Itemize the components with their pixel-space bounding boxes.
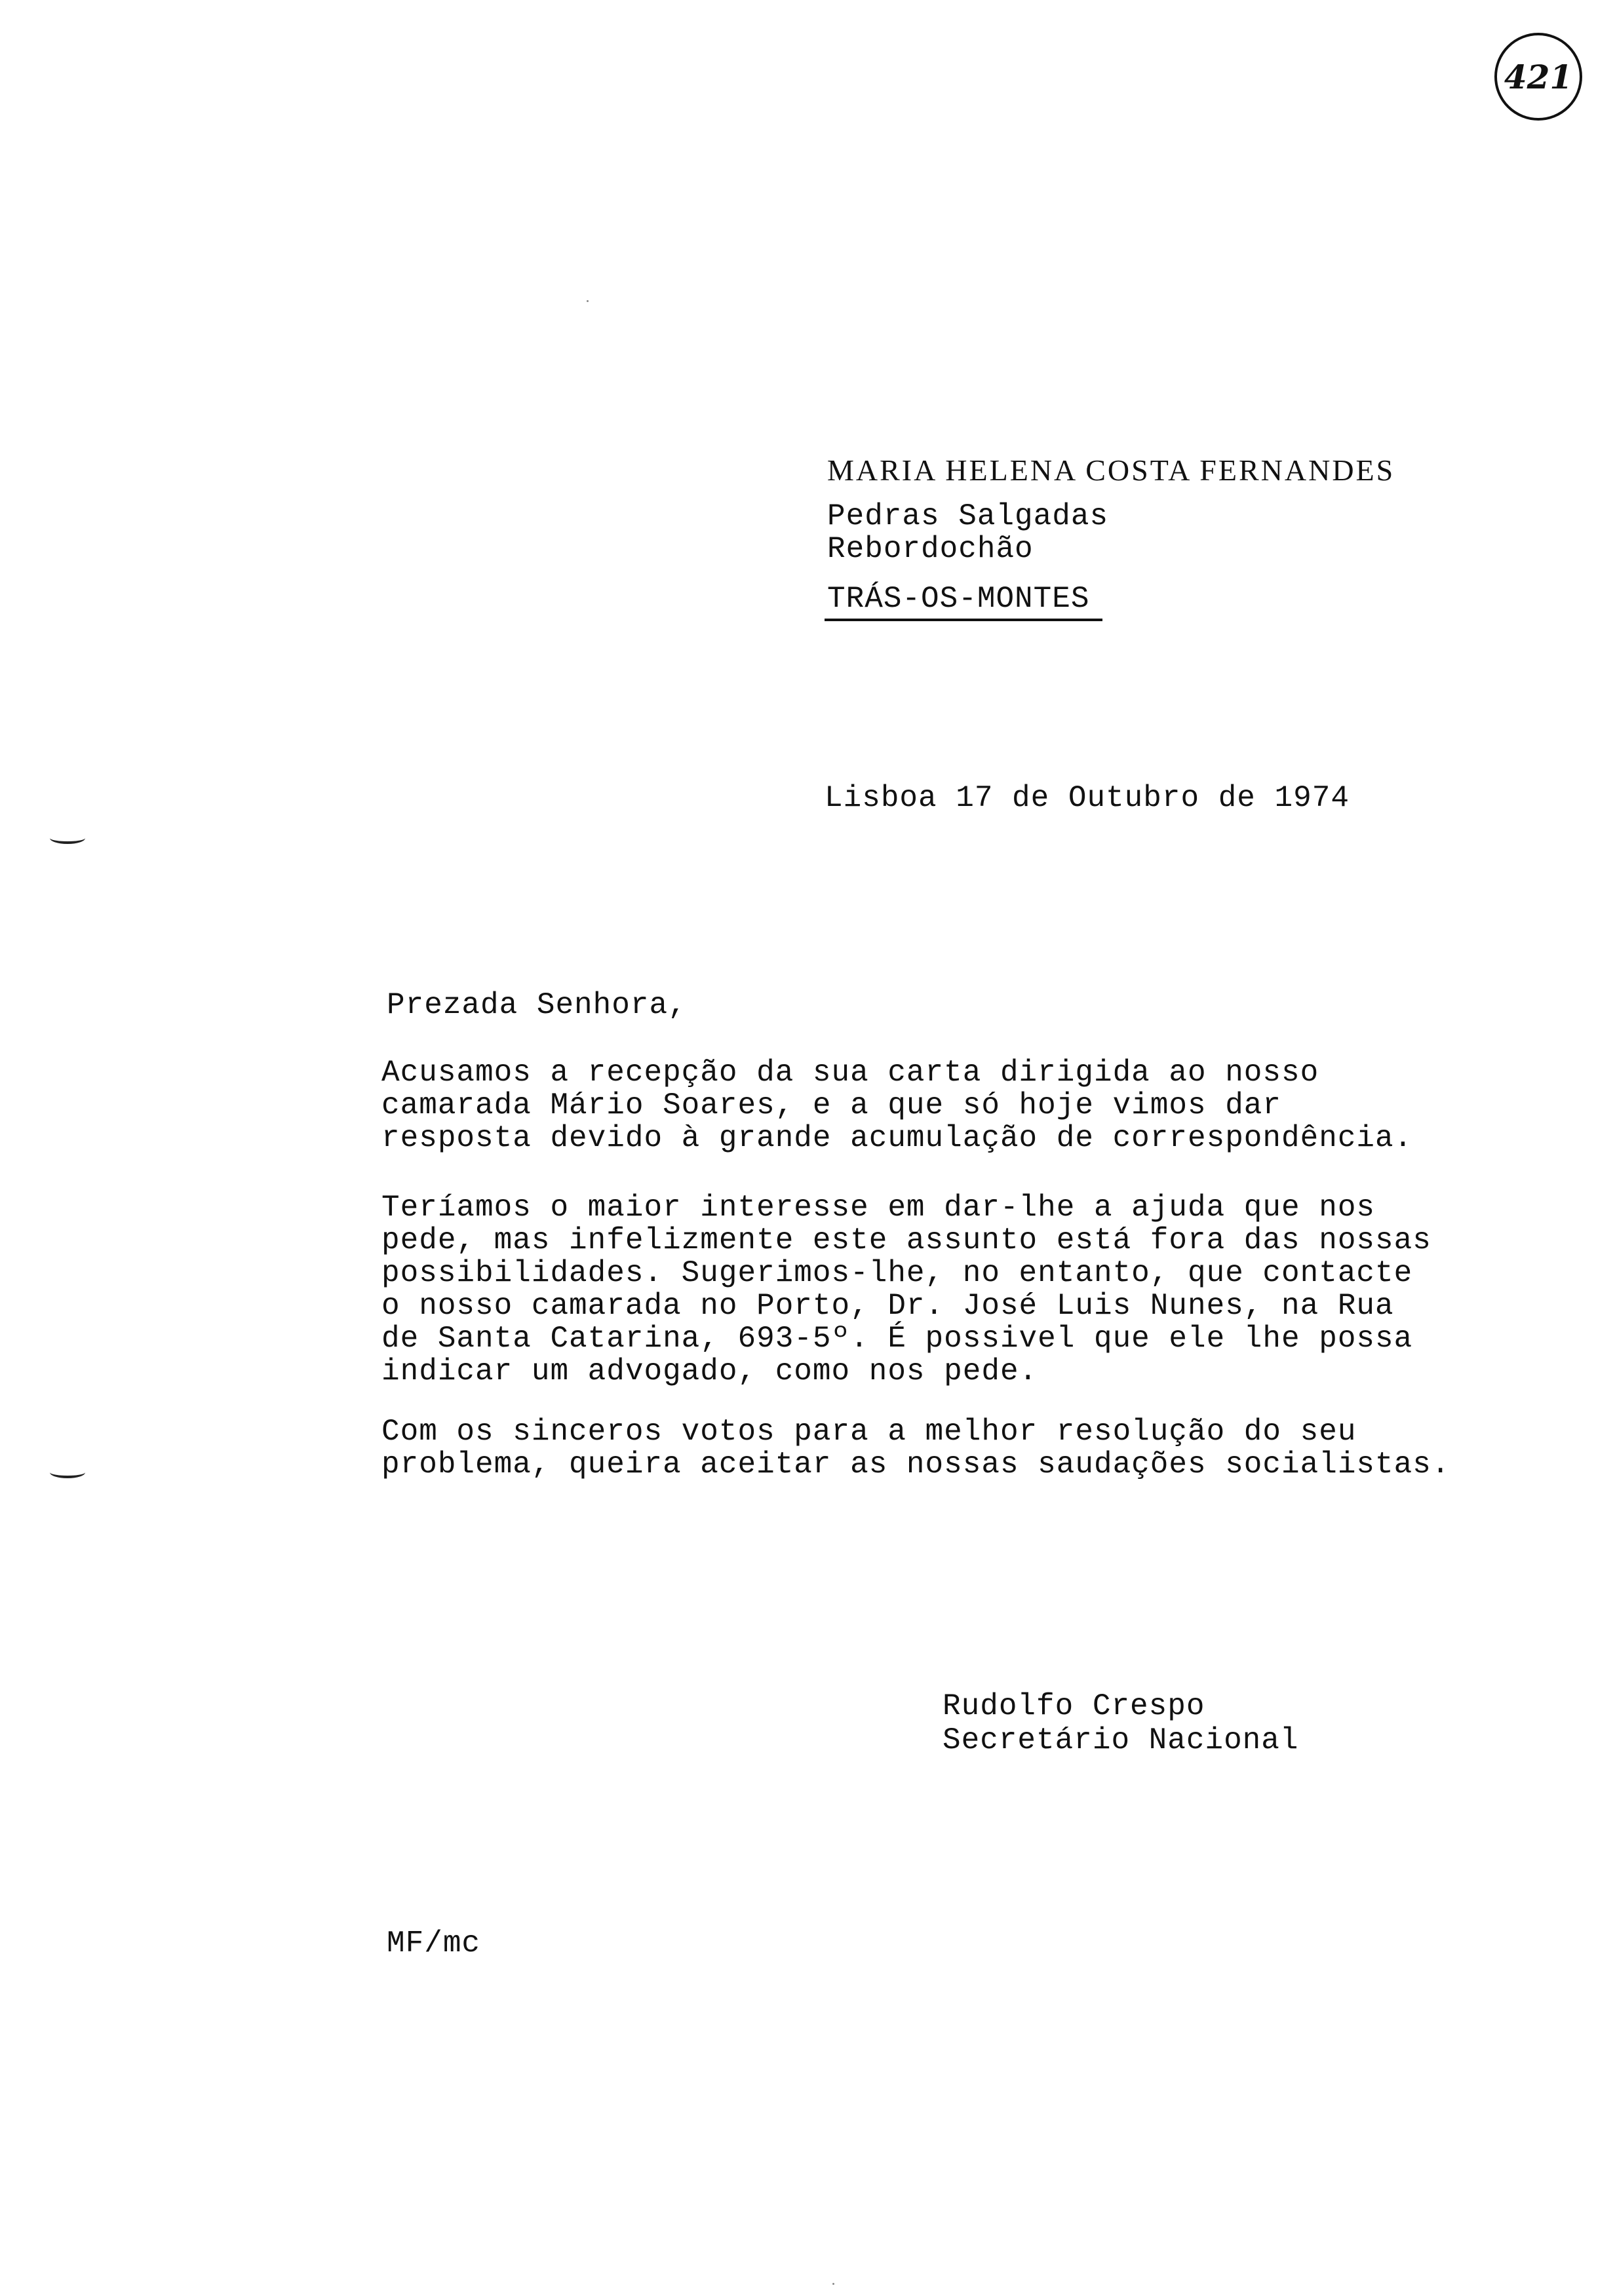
paragraph-line: problema, queira aceitar as nossas saudações socialistas. xyxy=(381,1447,1450,1482)
paragraph-line: pede, mas infelizmente este assunto está fora das nossas xyxy=(381,1223,1431,1257)
punch-hole-mark xyxy=(50,832,85,844)
recipient-address-line-2: Rebordochão xyxy=(827,532,1034,566)
body-paragraph-2 xyxy=(381,1191,1509,1388)
body-paragraph-1 xyxy=(381,1056,1509,1155)
body-paragraph-3 xyxy=(381,1415,1509,1481)
paragraph-line: o nosso camarada no Porto, Dr. José Luis Nunes, na Rua xyxy=(381,1289,1394,1323)
salutation: Prezada Senhora, xyxy=(387,988,687,1022)
recipient-name: MARIA HELENA COSTA FERNANDES xyxy=(827,453,1395,487)
reference-initials: MF/mc xyxy=(387,1926,481,1961)
paragraph-line: Teríamos o maior interesse em dar-lhe a ajuda que nos xyxy=(381,1191,1376,1225)
paragraph-line: possibilidades. Sugerimos-lhe, no entanto, que contacte xyxy=(381,1256,1413,1290)
paragraph-line: indicar um advogado, como nos pede. xyxy=(381,1354,1038,1388)
paragraph-line: Acusamos a recepção da sua carta dirigida ao nosso xyxy=(381,1056,1319,1090)
signatory-title: Secretário Nacional xyxy=(943,1723,1299,1757)
page-number: 421 xyxy=(1504,57,1573,96)
address-underline xyxy=(825,619,1102,621)
paragraph-line: resposta devido à grande acumulação de correspondência. xyxy=(381,1121,1413,1155)
page-number-stamp xyxy=(1494,33,1582,121)
signatory-name: Rudolfo Crespo xyxy=(943,1689,1205,1723)
paragraph-line: camarada Mário Soares, e a que só hoje vimos dar xyxy=(381,1088,1282,1122)
scan-speck xyxy=(587,300,589,302)
paragraph-line: de Santa Catarina, 693-5º. É possivel que ele lhe possa xyxy=(381,1322,1413,1356)
scan-speck xyxy=(832,2283,834,2285)
punch-hole-mark xyxy=(50,1466,85,1478)
recipient-address-line-3: TRÁS-OS-MONTES xyxy=(827,582,1090,616)
letter-date: Lisboa 17 de Outubro de 1974 xyxy=(825,781,1350,815)
recipient-address-line-1: Pedras Salgadas xyxy=(827,499,1109,533)
paragraph-line: Com os sinceros votos para a melhor resolução do seu xyxy=(381,1415,1357,1449)
